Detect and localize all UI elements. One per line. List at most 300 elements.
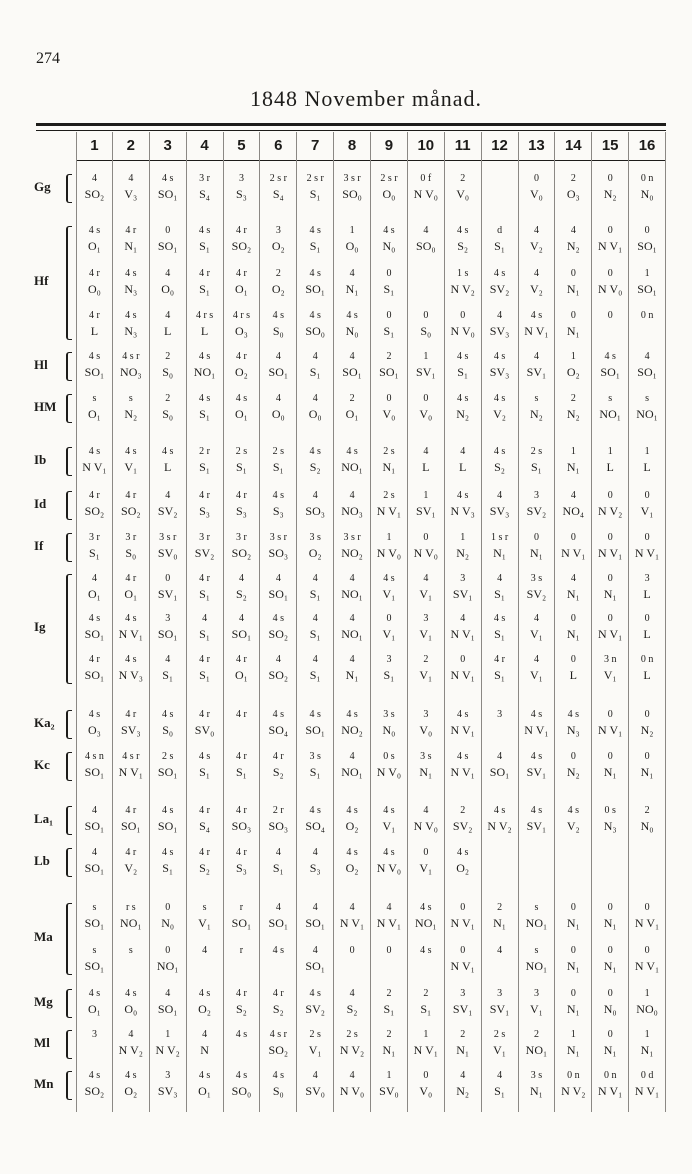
cell-wind-value: N₁ [419,765,433,779]
cell-top-value: 0 [165,945,171,956]
cell-top-value: 0 [644,532,650,543]
table-cell [408,531,444,562]
cell-wind-value: S₂ [346,1002,358,1016]
cell-top-value: 4 [312,945,318,956]
table-cell [519,445,555,476]
cell-top-value: 1 [386,532,392,543]
cell-wind-value: SO₁ [305,916,325,930]
page-title: 1848 November månad. [250,86,482,111]
cell-top-value: 4 [349,268,355,279]
cell-wind-value: N V₁ [524,324,549,338]
cell-top-value: 4 s [235,393,248,404]
cell-top-value: 4 s [346,310,358,321]
cell-wind-value: SO₄ [268,723,289,737]
table-cell [150,1069,186,1100]
cell-wind-value: SO₁ [84,916,105,930]
cell-top-value: 4 r [236,751,247,762]
cell-top-value: 4 [349,573,355,584]
cell-top-value: 4 s [456,847,469,858]
table-cell [224,708,260,739]
cell-wind-value [519,860,555,877]
table-cell [445,653,481,684]
station-code: Id [34,495,47,511]
table-cell [77,846,112,877]
cell-wind-value: S₀ [125,546,137,560]
cell-wind-value: S₂ [272,1002,284,1016]
table-cell [297,987,333,1018]
table-cell [297,350,333,381]
cell-wind-value: SO₂ [84,1084,105,1098]
cell-wind-value: SV₁ [526,765,547,779]
cell-wind-value [482,186,518,203]
table-cell [519,489,555,520]
cell-top-value: 1 [460,532,466,543]
table-cell [482,804,518,835]
table-cell [371,708,407,739]
table-cell [113,612,149,643]
cell-wind-value [592,323,628,340]
cell-wind-value: N V₁ [598,239,623,253]
cell-wind-value: N V₁ [598,1084,623,1098]
cell-wind-value: N₀ [603,1002,617,1016]
station-label [10,172,72,203]
table-cell [519,653,555,684]
cell-top-value: 4 [349,1070,355,1081]
cell-wind-value [629,323,665,340]
column-header: 16 [638,137,656,154]
table-cell [519,750,555,781]
cell-wind-value: O₂ [198,1002,211,1016]
cell-top-value: 4 [275,847,281,858]
cell-wind-value: V₁ [419,627,433,641]
table-cell [519,612,555,643]
table-cell [592,944,628,975]
cell-wind-value: N V₁ [634,1084,660,1098]
table-cell [187,172,223,203]
cell-top-value: 4 s [456,225,469,236]
cell-wind-value: S₁ [199,239,210,253]
cell-top-value: 1 [423,351,429,362]
cell-top-value: 4 r [199,805,210,816]
cell-top-value: 2 [423,654,429,665]
table-cell [187,572,223,603]
cell-top-value: 4 [91,173,97,184]
cell-wind-value: O₁ [124,587,138,601]
cell-top-value [482,846,518,860]
table-cell [260,392,296,423]
cell-wind-value: N V₁ [634,959,660,973]
cell-wind-value: V₀ [382,407,396,421]
table-cell [408,350,444,381]
cell-top-value: 4 s [88,613,101,624]
cell-top-value: 4 [349,751,355,762]
table-cell [224,804,260,835]
cell-top-value: 1 [644,268,650,279]
cell-wind-value: NO₃ [120,365,142,379]
cell-wind-value: S₂ [199,861,210,875]
brace-icon [66,1071,72,1100]
cell-wind-value: V₁ [640,504,654,518]
cell-wind-value: NO₁ [525,959,548,973]
table-cell [592,350,628,381]
table-cell [371,612,407,643]
cell-top-value: 2 [570,173,576,184]
table-cell [77,804,112,835]
table-cell [77,944,112,975]
table-cell [297,224,333,255]
cell-top-value: 4 r [236,654,247,665]
cell-wind-value: S₃ [236,187,247,201]
cell-wind-value: V₁ [382,627,396,641]
table-cell [113,224,149,255]
table-cell [592,750,628,781]
table-cell [371,531,407,562]
cell-wind-value: S₁ [309,187,321,201]
table-cell [482,708,518,739]
table-cell [77,531,112,562]
cell-top-value: 0 [460,945,466,956]
table-cell [297,750,333,781]
cell-wind-value: NO₂ [341,546,363,560]
cell-wind-value: S₁ [457,365,469,379]
table-cell [592,445,628,476]
cell-wind-value: SV₀ [157,546,178,560]
cell-wind-value: NO₁ [415,916,437,930]
table-cell [408,309,444,340]
brace-icon [66,806,72,835]
table-cell [555,1028,591,1059]
table-cell [482,572,518,603]
cell-wind-value: SV₀ [379,1084,399,1098]
cell-wind-value: N₁ [566,916,580,930]
cell-top-value: 2 [460,173,466,184]
cell-wind-value: N [200,1043,209,1057]
table-cell [555,224,591,255]
table-cell [592,309,628,340]
cell-top-value: 4 [423,446,429,457]
cell-wind-value: S₃ [199,504,210,518]
cell-top-value: 4 r [125,225,137,236]
cell-top-value: 0 [386,268,392,279]
cell-wind-value: V₁ [530,1002,543,1016]
table-cell [519,708,555,739]
table-cell [297,708,333,739]
table-cell [260,846,296,877]
table-cell [150,309,186,340]
table-cell [445,489,481,520]
cell-top-value: 4 [533,225,539,236]
cell-top-value: s [645,393,650,404]
cell-wind-value: N V₁ [376,916,402,930]
cell-wind-value: SO₁ [84,765,105,779]
table-cell [334,750,370,781]
cell-wind-value: O₂ [124,1084,138,1098]
table-cell [445,901,481,932]
table-cell [113,987,149,1018]
column-day-9 [371,132,408,1112]
table-cell [334,531,370,562]
table-cell [482,944,518,975]
column-day-7 [297,132,334,1112]
table-cell [113,708,149,739]
cell-wind-value: SO₁ [637,365,657,379]
cell-top-value: 0 d [640,1070,654,1081]
cell-top-value: 4 r [125,805,137,816]
station-labels [0,132,76,1132]
table-cell [519,901,555,932]
cell-top-value: 0 [460,310,466,321]
cell-top-value: 2 s [493,1029,506,1040]
table-cell [408,987,444,1018]
cell-wind-value: S₁ [236,765,247,779]
cell-top-value: 4 s [309,446,321,457]
table-cell [150,750,186,781]
table-cell [555,572,591,603]
table-cell [629,653,665,684]
table-cell [482,489,518,520]
table-cell [482,267,518,298]
table-cell [297,572,333,603]
cell-top-value: 0 [607,751,613,762]
cell-wind-value: NO₁ [341,587,363,601]
station-label [10,708,72,739]
cell-wind-value: SO₀ [342,187,362,201]
table-cell [77,572,112,603]
cell-top-value: s [128,945,133,956]
table-cell [224,846,260,877]
cell-wind-value: N V₁ [118,765,143,779]
table-cell [445,944,481,975]
column-day-10 [408,132,445,1112]
station-label [10,224,72,340]
column-header: 3 [163,137,172,154]
cell-top-value [408,267,444,281]
cell-top-value: 4 s [88,446,101,457]
cell-wind-value: O₃ [566,187,580,201]
cell-top-value: 4 [349,490,355,501]
cell-wind-value: L [164,324,172,338]
table-cell [113,392,149,423]
table-cell [482,350,518,381]
cell-top-value: 2 [386,1029,392,1040]
cell-wind-value: S₁ [383,282,395,296]
cell-top-value: 4 s [530,709,543,720]
table-cell [519,392,555,423]
cell-top-value: 4 [312,613,318,624]
cell-wind-value: S₃ [236,861,247,875]
cell-wind-value [113,958,149,975]
table-cell [408,708,444,739]
cell-wind-value: SO₁ [157,765,178,779]
cell-top-value: 4 s [604,351,616,362]
cell-top-value: 3 [644,573,650,584]
column-day-5 [224,132,261,1112]
cell-wind-value: N V₁ [339,916,365,930]
cell-top-value: 4 r [272,751,284,762]
table-cell [260,987,296,1018]
table-cell [519,267,555,298]
table-cell [334,1069,370,1100]
cell-top-value: 1 s [456,268,469,279]
cell-top-value: 1 [570,351,576,362]
cell-top-value: 4 s [272,709,285,720]
cell-top-value: 4 [349,988,355,999]
cell-wind-value: N₂ [603,187,617,201]
cell-top-value: 2 s r [269,173,287,184]
cell-top-value: 4 [312,847,318,858]
cell-wind-value: O₃ [88,723,101,737]
cell-wind-value: S₄ [199,819,210,833]
cell-top-value: 4 r s [232,310,251,321]
cell-top-value: 2 [423,988,429,999]
column-day-4 [187,132,224,1112]
table-cell [224,224,260,255]
table-cell [592,1069,628,1100]
table-cell [592,572,628,603]
table-cell [224,987,260,1018]
cell-wind-value: N V₁ [413,1043,438,1057]
cell-wind-value: S₁ [531,460,542,474]
column-day-14 [555,132,592,1112]
cell-top-value: 0 [570,751,576,762]
table-cell [519,846,555,877]
table-cell [555,708,591,739]
table-cell [629,572,665,603]
cell-wind-value: S₁ [383,1002,395,1016]
cell-wind-value: S₁ [272,861,284,875]
cell-top-value: 4 s [272,945,285,956]
cell-wind-value: S₁ [199,460,210,474]
cell-top-value: s [92,945,97,956]
table-cell [260,267,296,298]
cell-top-value: 4 s [272,613,285,624]
cell-top-value: 4 s [493,805,506,816]
cell-top-value: 4 [202,1029,208,1040]
table-cell [77,708,112,739]
cell-top-value [555,846,591,860]
cell-wind-value: N₀ [161,916,175,930]
cell-wind-value: NO₄ [562,504,585,518]
cell-top-value: 3 s [309,532,321,543]
table-cell [224,944,260,975]
cell-wind-value: SO₁ [84,668,105,682]
cell-top-value: 4 [497,1070,503,1081]
table-cell [482,172,518,203]
table-cell [371,1028,407,1059]
cell-top-value: 4 [91,805,97,816]
table-cell [371,572,407,603]
table-cell [445,572,481,603]
table-cell [334,653,370,684]
cell-wind-value: L [643,627,651,641]
station-code: Hl [34,356,48,372]
table-cell [629,392,665,423]
table-cell [187,944,223,975]
table-cell [187,489,223,520]
cell-wind-value: S₁ [494,1084,505,1098]
cell-top-value: 4 s [383,847,395,858]
table-cell [224,572,260,603]
table-cell [629,489,665,520]
cell-wind-value: SO₁ [84,819,105,833]
cell-wind-value: S₂ [457,239,469,253]
cell-wind-value: N V₀ [376,861,402,875]
cell-top-value: 0 [607,268,613,279]
table-cell [482,846,518,877]
cell-top-value: 2 s [346,1029,358,1040]
cell-top-value: 3 s r [159,532,177,543]
table-cell [445,172,481,203]
cell-top-value: 4 s [88,225,101,236]
cell-wind-value: N V₂ [598,504,623,518]
cell-top-value: 0 [607,1029,613,1040]
cell-top-value: 1 [644,446,650,457]
cell-top-value: 4 s [309,805,321,816]
table-cell [592,846,628,877]
cell-top-value: 4 r [236,805,247,816]
table-cell [297,653,333,684]
table-cell [592,804,628,835]
station-label [10,1028,72,1059]
table-cell [555,750,591,781]
cell-wind-value: N V₂ [155,1043,180,1057]
cell-wind-value: N V₀ [413,819,438,833]
cell-wind-value [629,860,665,877]
table-cell [297,392,333,423]
cell-wind-value: SO₁ [84,365,105,379]
cell-top-value: 2 [570,393,576,404]
table-cell [297,172,333,203]
table-cell [113,804,149,835]
table-cell [224,1069,260,1100]
column-day-12 [482,132,519,1112]
cell-top-value: 4 s [161,847,174,858]
cell-top-value: 1 [386,1070,392,1081]
table-cell [371,224,407,255]
cell-wind-value: S₃ [309,861,321,875]
table-cell [555,350,591,381]
cell-wind-value: NO₁ [636,407,658,421]
cell-wind-value: V₁ [124,460,138,474]
cell-top-value: 2 [165,351,171,362]
cell-wind-value: SV₃ [157,1084,178,1098]
cell-wind-value: SO₁ [157,1002,178,1016]
cell-wind-value: N₁ [382,1043,396,1057]
brace-icon [66,989,72,1018]
cell-top-value: 4 [275,351,281,362]
table-cell [592,612,628,643]
table-cell [408,612,444,643]
cell-wind-value: O₀ [345,239,359,253]
cell-wind-value: SV₁ [416,365,436,379]
station-code: Hf [34,273,49,288]
table-cell [260,445,296,476]
table-cell [629,445,665,476]
station-code: La₁ [34,810,54,826]
column-header: 5 [237,137,246,154]
cell-top-value: 4 r [125,847,137,858]
table-cell [260,309,296,340]
station-code: Ig [34,619,46,634]
table-cell [555,489,591,520]
cell-wind-value: N V₀ [598,282,623,296]
cell-top-value: 0 [460,654,466,665]
cell-top-value: 4 [312,351,318,362]
cell-wind-value: N₃ [124,324,138,338]
cell-top-value: 1 [607,446,613,457]
cell-top-value: 4 s [530,805,543,816]
table-cell [629,1069,665,1100]
